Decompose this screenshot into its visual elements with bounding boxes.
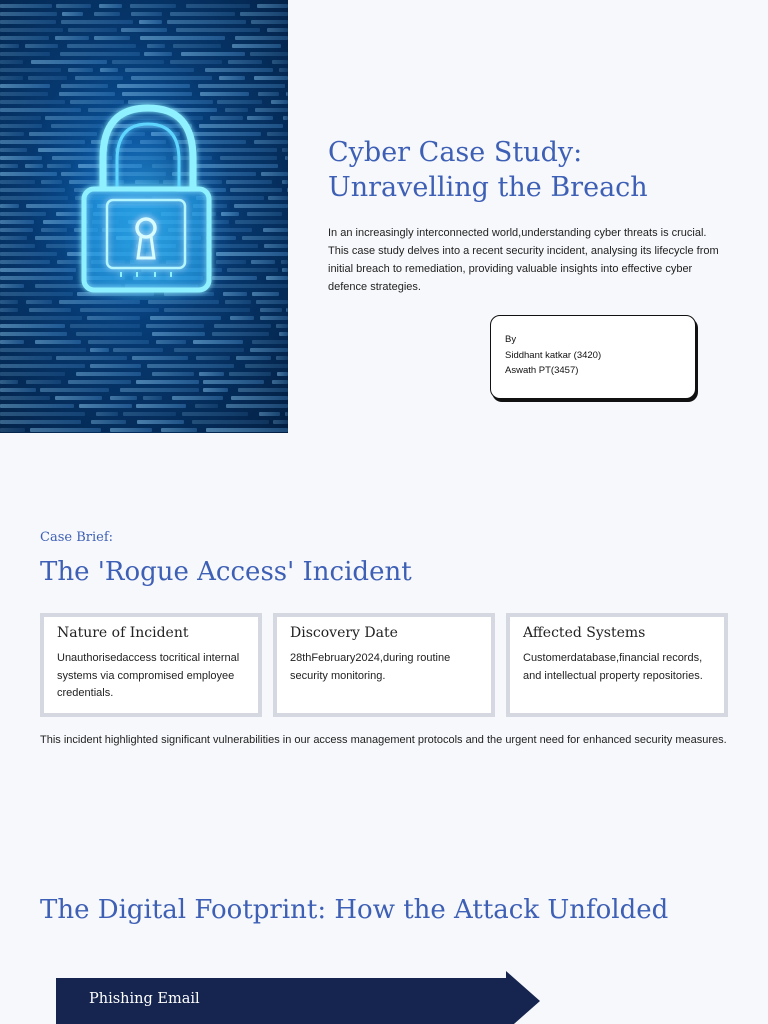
card-title: Discovery Date	[290, 625, 398, 641]
authors-label: By	[505, 334, 517, 345]
card-title: Nature of Incident	[57, 625, 189, 641]
hero-title-line-1: Cyber Case Study:	[328, 137, 583, 168]
card-text: 28thFebruary2024,during routine security monitoring.	[290, 652, 451, 682]
padlock-icon	[0, 0, 288, 433]
footprint-title: The Digital Footprint: How the Attack Unfolded	[40, 895, 669, 925]
hero-title	[328, 135, 748, 205]
incident-title: The 'Rogue Access' Incident	[40, 557, 412, 587]
card-discovery-date	[273, 613, 495, 717]
card-affected-systems	[506, 613, 728, 717]
author-name: Siddhant katkar (3420)	[505, 349, 602, 361]
timeline-step-label: Phishing Email	[89, 991, 200, 1007]
card-text: Unauthorisedaccess tocritical internal systems via compromised employee credentials.	[57, 652, 240, 699]
card-title: Affected Systems	[523, 625, 646, 641]
incident-note: This incident highlighted significant vulnerabilities in our access management protocols and the urgent need for enhanced security measures.	[40, 734, 727, 746]
hero-image	[0, 0, 288, 433]
author-name: Aswath PT(3457)	[505, 365, 579, 376]
card-text: Customerdatabase,financial records, and intellectual property repositories.	[523, 652, 703, 682]
timeline-step-phishing-email	[56, 971, 540, 1024]
card-nature-of-incident	[40, 613, 262, 717]
hero-title-line-2: Unravelling the Breach	[328, 172, 648, 203]
author-box	[490, 315, 696, 399]
hero-intro: In an increasingly interconnected world,understanding cyber threats is crucial. This case study delves into a recent security incident, analysing its lifecycle from initial breach to remediation, providing valuable insights into effective cyber defence strategies.	[328, 227, 719, 293]
incident-cards	[40, 613, 728, 717]
case-brief-label: Case Brief:	[40, 530, 114, 545]
